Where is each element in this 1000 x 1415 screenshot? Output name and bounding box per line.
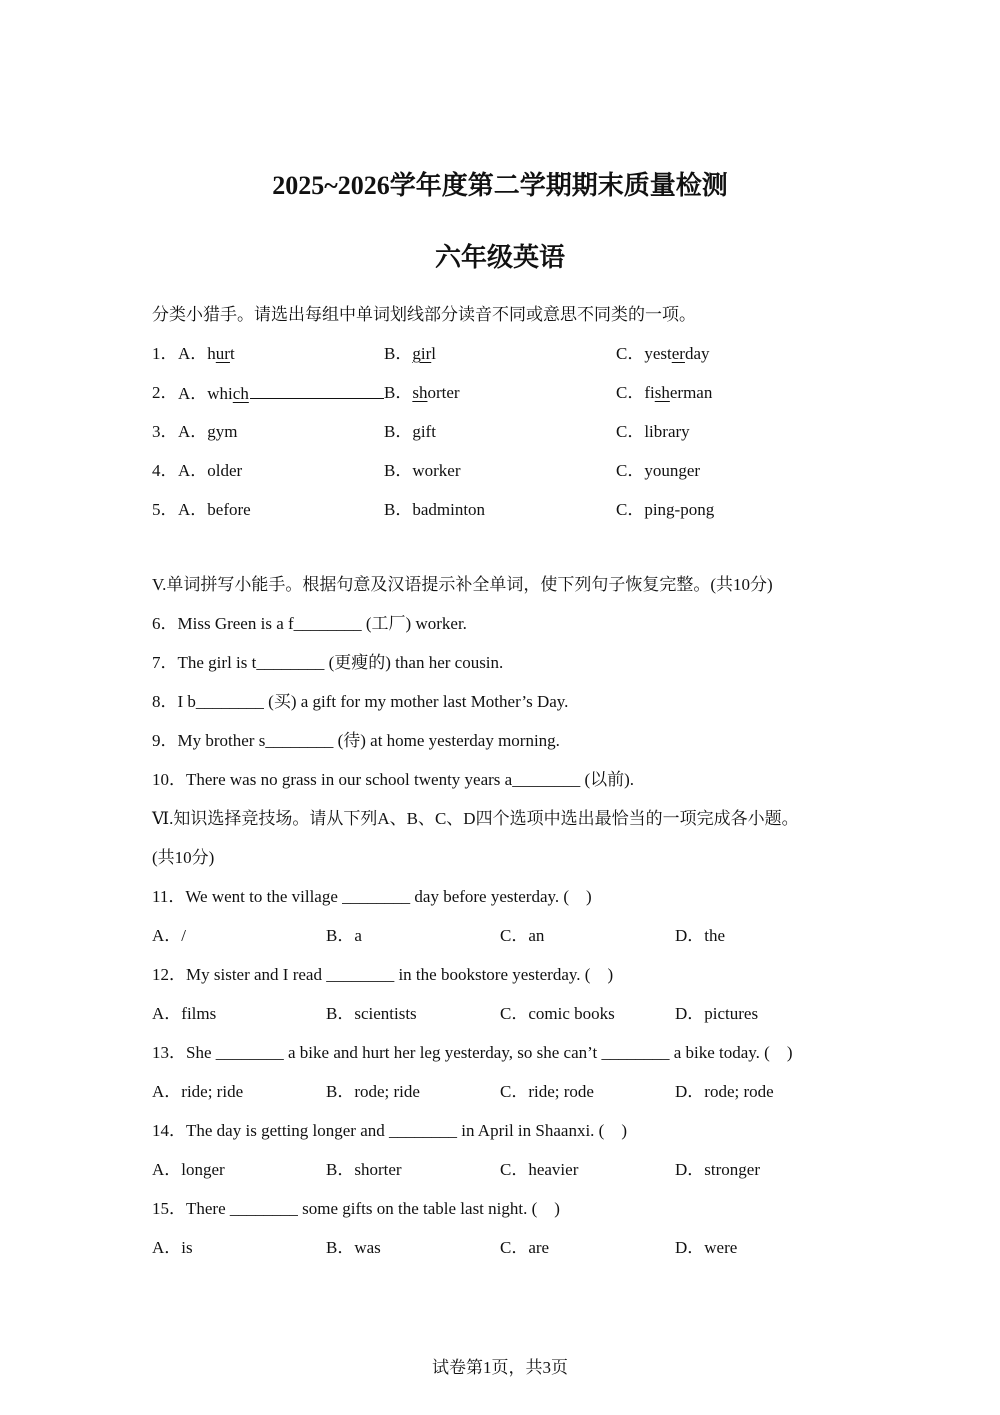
option-d: D．were (675, 1238, 738, 1257)
option-a: A．which (178, 382, 384, 405)
option-c: C．library (616, 422, 690, 441)
option-a: A．ride; ride (152, 1082, 244, 1101)
option-d: D．pictures (675, 1004, 759, 1023)
option-c: C．an (500, 926, 545, 945)
option-b: B．shorter (384, 383, 460, 402)
option-c: C．are (500, 1238, 550, 1257)
question-stem: 15．There ________ some gifts on the table last night. ( ) (152, 1199, 560, 1218)
question-stem: 13．She ________ a bike and hurt her leg yesterday, so she can’t ________ a bike today. ( ) (152, 1043, 793, 1062)
option-a: A．films (152, 1004, 217, 1023)
option-b: B．scientists (326, 1004, 417, 1023)
option-a: A．is (152, 1238, 193, 1257)
question-stem: 14．The day is getting longer and ________ in April in Shaanxi. ( ) (152, 1121, 627, 1140)
option-b: B．rode; ride (326, 1082, 420, 1101)
page-footer: 试卷第1页，共3页 (432, 1358, 568, 1377)
option-c: C．younger (616, 461, 701, 480)
option-c: C．fisherman (616, 383, 713, 402)
option-c: C．comic books (500, 1004, 615, 1023)
option-a: A．hurt (178, 344, 235, 363)
option-c: C．yesterday (616, 344, 710, 363)
question-stem: 12．My sister and I read ________ in the bookstore yesterday. ( ) (152, 965, 614, 984)
section5-instruction: V.单词拼写小能手。根据句意及汉语提示补全单词，使下列句子恢复完整。(共10分) (152, 575, 773, 594)
question-number: 2． (152, 383, 178, 402)
blank-line (250, 382, 384, 399)
option-a: A．older (178, 461, 243, 480)
option-c: C．ping-pong (616, 500, 715, 519)
question-number: 5． (152, 500, 178, 519)
option-a: A．gym (178, 422, 238, 441)
exam-subtitle: 六年级英语 (434, 243, 565, 272)
option-d: D．stronger (675, 1160, 760, 1179)
option-a: A．/ (152, 926, 186, 945)
question-number: 4． (152, 461, 178, 480)
option-b: B．worker (384, 461, 461, 480)
option-b: B．badminton (384, 500, 486, 519)
option-b: B．was (326, 1238, 381, 1257)
option-c: C．heavier (500, 1160, 579, 1179)
option-a: A．before (178, 500, 251, 519)
option-b: B．gift (384, 422, 436, 441)
section6-instruction: Ⅵ.知识选择竞技场。请从下列A、B、C、D四个选项中选出最恰当的一项完成各小题。 (152, 809, 799, 828)
section6-instruction-points: (共10分) (152, 848, 215, 867)
option-c: C．ride; rode (500, 1082, 594, 1101)
option-a: A．longer (152, 1160, 225, 1179)
option-d: D．rode; rode (675, 1082, 774, 1101)
question-stem: 11．We went to the village ________ day before yesterday. ( ) (152, 887, 592, 906)
option-b: B．a (326, 926, 362, 945)
option-b: B．girl (384, 344, 436, 363)
question-number: 1． (152, 344, 178, 363)
option-d: D．the (675, 926, 726, 945)
question-line: 9．My brother s________ (待) at home yesterday morning. (152, 731, 560, 750)
question-line: 10．There was no grass in our school twenty years a________ (以前). (152, 770, 635, 789)
exam-title: 2025~2026学年度第二学期期末质量检测 (272, 171, 728, 200)
option-b: B．shorter (326, 1160, 402, 1179)
question-line: 6．Miss Green is a f________ (工厂) worker. (152, 614, 467, 633)
question-number: 3． (152, 422, 178, 441)
section4-instruction: 分类小猎手。请选出每组中单词划线部分读音不同或意思不同类的一项。 (152, 305, 696, 324)
question-line: 8．I b________ (买) a gift for my mother last Mother’s Day. (152, 692, 569, 711)
question-line: 7．The girl is t________ (更瘦的) than her cousin. (152, 653, 504, 672)
